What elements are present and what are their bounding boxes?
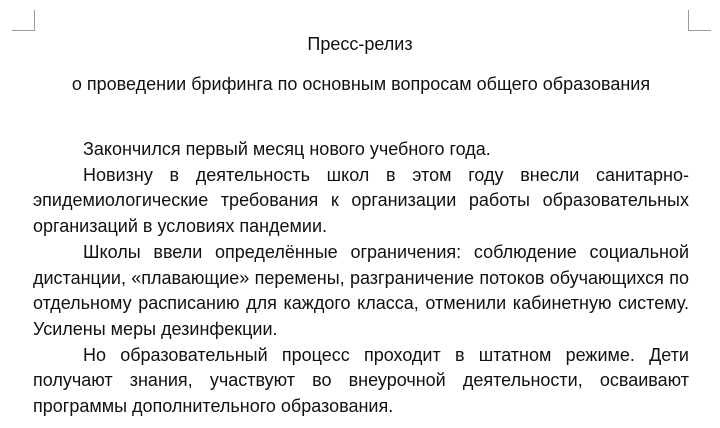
paragraph-2: Новизну в деятельность школ в этом году внесли санитарно-эпидемиологические требования к организации работы образовательных организаций в условиях пандемии. bbox=[33, 164, 689, 237]
document-body bbox=[33, 137, 689, 420]
paragraph-1: Закончился первый месяц нового учебного года. bbox=[83, 139, 491, 159]
paragraph-3: Школы ввели определённые ограничения: соблюдение социальной дистанции, «плавающие» перемены, разграничение потоков обучающихся по отдельному расписанию для каждого класса, отменили кабинетную систему. Усилены меры дезинфекции. bbox=[33, 241, 689, 339]
document-title: Пресс-релиз bbox=[307, 34, 413, 54]
paragraph-4: Но образовательный процесс проходит в штатном режиме. Дети получают знания, участвуют во внеурочной деятельности, осваивают программы дополнительного образования. bbox=[33, 344, 689, 417]
top-left-crop-mark bbox=[12, 10, 35, 31]
document-subtitle: о проведении брифинга по основным вопросам общего образования bbox=[71, 74, 651, 94]
top-right-crop-mark bbox=[688, 10, 711, 31]
